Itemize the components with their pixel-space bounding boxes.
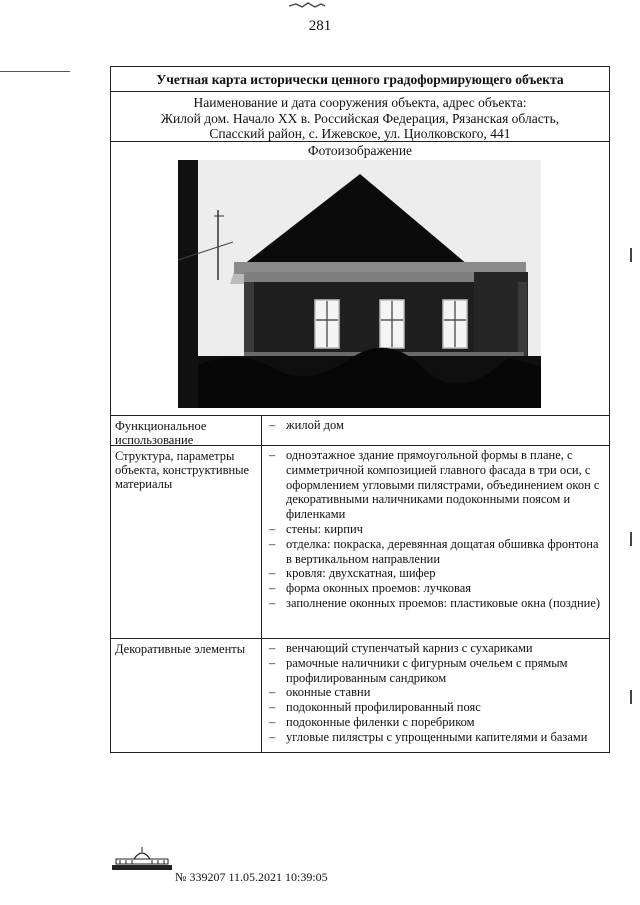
name-line: Спасский район, с. Ижевское, ул. Циолковского, 441: [209, 126, 511, 141]
decorative-value: [262, 639, 609, 752]
house-photo: [178, 160, 541, 408]
photo-section: [111, 142, 609, 416]
name-line: Жилой дом. Начало XX в. Российская Федерация, Рязанская область,: [160, 110, 560, 126]
list-item: – угловые пилястры с упрощенными капителями и базами: [266, 730, 605, 745]
decorative-row: [111, 639, 609, 752]
list-item: – стены: кирпич: [266, 522, 605, 537]
list-item: – форма оконных проемов: лучковая: [266, 581, 605, 596]
structure-label: Структура, параметры объекта, конструктивные материалы: [111, 446, 262, 638]
decorative-label: Декоративные элементы: [111, 639, 262, 752]
functional-use-label: Функциональное использование: [111, 416, 262, 445]
list-item: – венчающий ступенчатый карниз с сухариками: [266, 641, 605, 656]
list-item: – одноэтажное здание прямоугольной формы в плане, с симметричной композицией главного фасада в три оси, с оформлением угловыми пилястрами, объединением окон с декоративными наличниками подоконными поясом и филенками: [266, 448, 605, 522]
list-item: – отделка: покраска, деревянная дощатая обшивка фронтона в вертикальном направлении: [266, 537, 605, 567]
list-item: – кровля: двухскатная, шифер: [266, 566, 605, 581]
document-registration-number: № 339207 11.05.2021 10:39:05: [175, 870, 328, 884]
list-item: – подоконные филенки с поребриком: [266, 715, 605, 730]
page-number: 281: [308, 18, 332, 34]
list-item: – заполнение оконных проемов: пластиковые окна (поздние): [266, 596, 605, 611]
object-name-block: [111, 92, 609, 142]
registry-emblem-icon: [110, 845, 174, 873]
photo-caption: Фотоизображение: [307, 143, 413, 158]
scan-tick: [630, 248, 632, 262]
functional-use-value: [262, 416, 609, 445]
functional-use-row: [111, 416, 609, 446]
list-item: – подоконный профилированный пояс: [266, 700, 605, 715]
scan-line: [0, 71, 70, 72]
scan-mark: [288, 2, 326, 10]
scan-tick: [630, 532, 632, 546]
list-item: – оконные ставни: [266, 685, 605, 700]
list-item: – рамочные наличники с фигурным очельем с прямым профилированным сандриком: [266, 656, 605, 686]
scan-tick: [630, 690, 632, 704]
name-line: Наименование и дата сооружения объекта, адрес объекта:: [193, 95, 527, 110]
structure-value: [262, 446, 609, 638]
card-title: Учетная карта исторически ценного градоформирующего объекта: [111, 67, 609, 92]
structure-row: [111, 446, 609, 639]
accounting-card: [110, 66, 610, 753]
list-item: – жилой дом: [266, 418, 605, 433]
